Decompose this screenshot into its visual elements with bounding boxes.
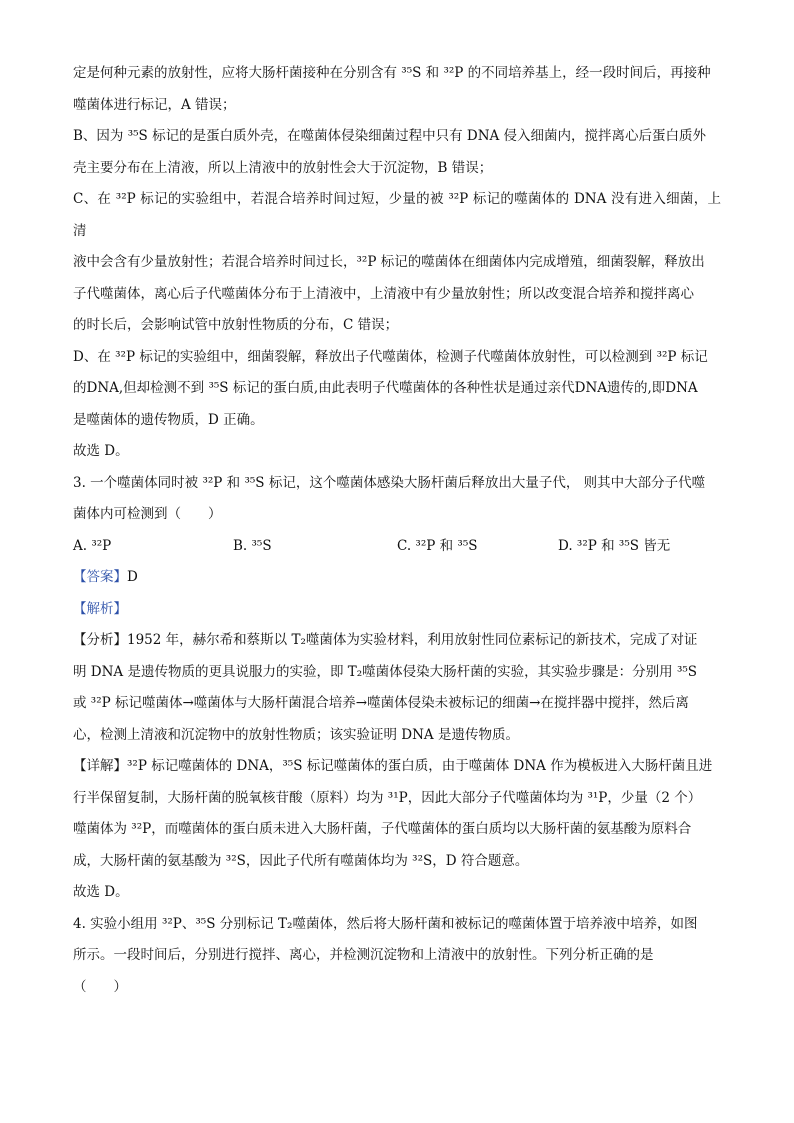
fenxi-line: 或 ³²P 标记噬菌体→噬菌体与大肠杆菌混合培养→噬菌体侵染未被标记的细菌→在搅拌器中搅拌，然后离 [73, 695, 689, 711]
fenxi-tag: 【分析】 [73, 632, 127, 648]
question-4-stem: 所示。一段时间后，分别进行搅拌、离心，并检测沉淀物和上清液中的放射性。下列分析正确的是 [73, 947, 654, 963]
option-d-analysis: 是噬菌体的遗传物质，D 正确。 [73, 411, 264, 428]
analysis-heading [73, 594, 721, 626]
xiangjie-line: 成，大肠杆菌的氨基酸为 ³²S，因此子代所有噬菌体均为 ³²S，D 符合题意。 [73, 852, 529, 869]
option-d-analysis: 的DNA,但却检测不到 ³⁵S 标记的蛋白质,由此表明子代噬菌体的各种性状是通过亲代DNA遗传的,即DNA [73, 380, 698, 396]
option-c-analysis: 子代噬菌体，离心后子代噬菌体分布于上清液中，上清液中有少量放射性；所以改变混合培养和搅拌离心 [73, 285, 694, 302]
xiangjie-paragraph [73, 751, 721, 783]
option-d-analysis: D、在 ³²P 标记的实验组中，细菌裂解，释放出子代噬菌体，检测子代噬菌体放射性，可以检测到 ³²P 标记 [73, 348, 708, 365]
option-c: C. ³²P 和 ³⁵S [397, 537, 478, 554]
xiangjie-tag: 【详解】 [73, 758, 127, 774]
option-c-analysis: 液中会含有少量放射性；若混合培养时间过长，³²P 标记的噬菌体在细菌体内完成增殖，细菌裂解，释放出 [73, 254, 705, 270]
conclusion: 故选 D。 [73, 443, 129, 459]
option-b-analysis: 壳主要分布在上清液，所以上清液中的放射性会大于沉淀物，B 错误； [73, 159, 493, 176]
fenxi-paragraph [73, 625, 721, 657]
fenxi-line: 明 DNA 是遗传物质的更具说服力的实验，即 T₂噬菌体侵染大肠杆菌的实验，其实验步骤是：分别用 ³⁵S [73, 663, 698, 680]
question-3-options [73, 531, 721, 563]
question-3-stem: 菌体内可检测到（ ） [73, 506, 222, 522]
conclusion: 故选 D。 [73, 884, 129, 900]
xiangjie-line: 噬菌体为 ³²P，而噬菌体的蛋白质未进入大肠杆菌，子代噬菌体的蛋白质均以大肠杆菌的氨基酸为原料合 [73, 821, 692, 837]
option-a: A. ³²P [73, 537, 112, 554]
analysis-line: 噬菌体进行标记，A 错误； [73, 96, 236, 113]
fenxi-text: 1952 年，赫尔希和蔡斯以 T₂噬菌体为实验材料，利用放射性同位素标记的新技术，完成了对证 [127, 632, 698, 648]
analysis-tag: 【解析】 [73, 600, 127, 617]
xiangjie-text: ³²P 标记噬菌体的 DNA，³⁵S 标记噬菌体的蛋白质，由于噬菌体 DNA 作为模板进入大肠杆菌且进 [127, 758, 713, 774]
answer-tag: 【答案】 [73, 569, 127, 585]
option-c-analysis: 的时长后，会影响试管中放射性物质的分布，C 错误； [73, 317, 399, 333]
xiangjie-line: 行半保留复制，大肠杆菌的脱氧核苷酸（原料）均为 ³¹P，因此大部分子代噬菌体均为 ³¹P，少量（2 个） [73, 789, 702, 806]
question-3-stem: 3. 一个噬菌体同时被 ³²P 和 ³⁵S 标记，这个噬菌体感染大肠杆菌后释放出大量子代， 则其中大部分子代噬 [73, 474, 706, 491]
option-d: D. ³²P 和 ³⁵S 皆无 [558, 537, 671, 554]
answer-value: D [127, 569, 138, 585]
option-b: B. ³⁵S [233, 537, 272, 554]
question-4-stem: 4. 实验小组用 ³²P、³⁵S 分别标记 T₂噬菌体，然后将大肠杆菌和被标记的噬菌体置于培养液中培养，如图 [73, 915, 698, 932]
answer-line [73, 562, 721, 594]
analysis-line: 定是何种元素的放射性，应将大肠杆菌接种在分别含有 ³⁵S 和 ³²P 的不同培养基上，经一段时间后，再接种 [73, 65, 711, 81]
fenxi-line: 心，检测上清液和沉淀物中的放射性物质；该实验证明 DNA 是遗传物质。 [73, 726, 519, 743]
document-page [73, 58, 721, 1003]
option-c-analysis: C、在 ³²P 标记的实验组中，若混合培养时间过短，少量的被 ³²P 标记的噬菌体的 DNA 没有进入细菌，上清 [73, 191, 721, 239]
option-b-analysis: B、因为 ³⁵S 标记的是蛋白质外壳，在噬菌体侵染细菌过程中只有 DNA 侵入细菌内，搅拌离心后蛋白质外 [73, 128, 707, 144]
question-4-stem: （ ） [73, 978, 127, 995]
